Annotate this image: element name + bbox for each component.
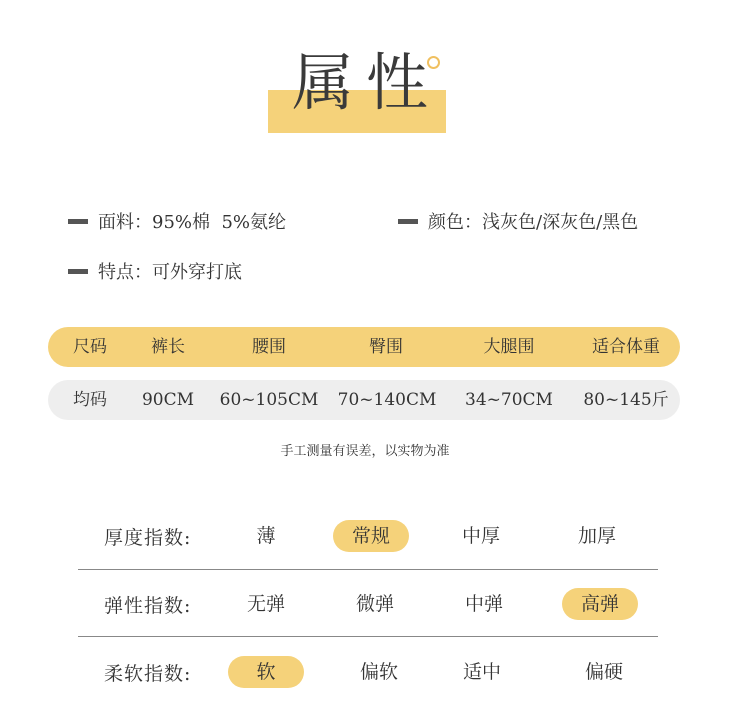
- dash-icon: [68, 219, 88, 224]
- attribute-color: [398, 208, 638, 234]
- softness-index-label: 柔软指数:: [104, 663, 192, 685]
- elasticity-option-none: 无弹: [246, 593, 285, 615]
- attribute-fabric-text: 面料：95%棉 5%氨纶: [98, 212, 287, 233]
- header-cell-length: 裤长: [151, 337, 185, 357]
- softness-option-slightly-soft: 偏软: [359, 661, 398, 683]
- divider: [78, 569, 658, 570]
- cell-size: 均码: [73, 390, 107, 410]
- thickness-option-thin: 薄: [256, 525, 276, 547]
- circle-decoration-icon: [427, 56, 440, 69]
- attribute-color-text: 颜色：浅灰色/深灰色/黑色: [428, 212, 639, 233]
- thickness-index-label: 厚度指数:: [104, 527, 192, 549]
- header-cell-waist: 腰围: [252, 337, 286, 357]
- thickness-option-extra-thick: 加厚: [577, 525, 616, 547]
- elasticity-option-slight: 微弹: [355, 593, 394, 615]
- attribute-fabric: [68, 208, 286, 234]
- cell-thigh: 34~70CM: [465, 390, 553, 410]
- header-cell-thigh: 大腿围: [483, 337, 535, 357]
- elasticity-option-medium: 中弹: [464, 593, 503, 615]
- header-cell-size: 尺码: [73, 337, 107, 357]
- cell-length: 90CM: [141, 390, 195, 410]
- attribute-feature: [68, 258, 242, 284]
- attribute-feature-text: 特点：可外穿打底: [98, 262, 242, 283]
- size-table-header: [48, 327, 680, 367]
- measurement-note: 手工测量有误差，以实物为准: [280, 444, 450, 459]
- thickness-option-regular: 常规: [333, 520, 409, 552]
- cell-waist: 60~105CM: [219, 390, 319, 410]
- cell-weight: 80~145斤: [583, 390, 669, 410]
- dash-icon: [68, 269, 88, 274]
- header-cell-hip: 臀围: [369, 337, 403, 357]
- softness-option-slightly-hard: 偏硬: [584, 661, 623, 683]
- size-table-row: [48, 380, 680, 420]
- thickness-option-medium-thick: 中厚: [461, 525, 500, 547]
- dash-icon: [398, 219, 418, 224]
- divider: [78, 636, 658, 637]
- page-title: 属性: [292, 46, 441, 119]
- elasticity-option-high: 高弹: [562, 588, 638, 620]
- softness-option-moderate: 适中: [462, 661, 501, 683]
- header-cell-weight: 适合体重: [592, 337, 660, 357]
- cell-hip: 70~140CM: [337, 390, 437, 410]
- elasticity-index-label: 弹性指数:: [104, 595, 192, 617]
- softness-option-soft: 软: [228, 656, 304, 688]
